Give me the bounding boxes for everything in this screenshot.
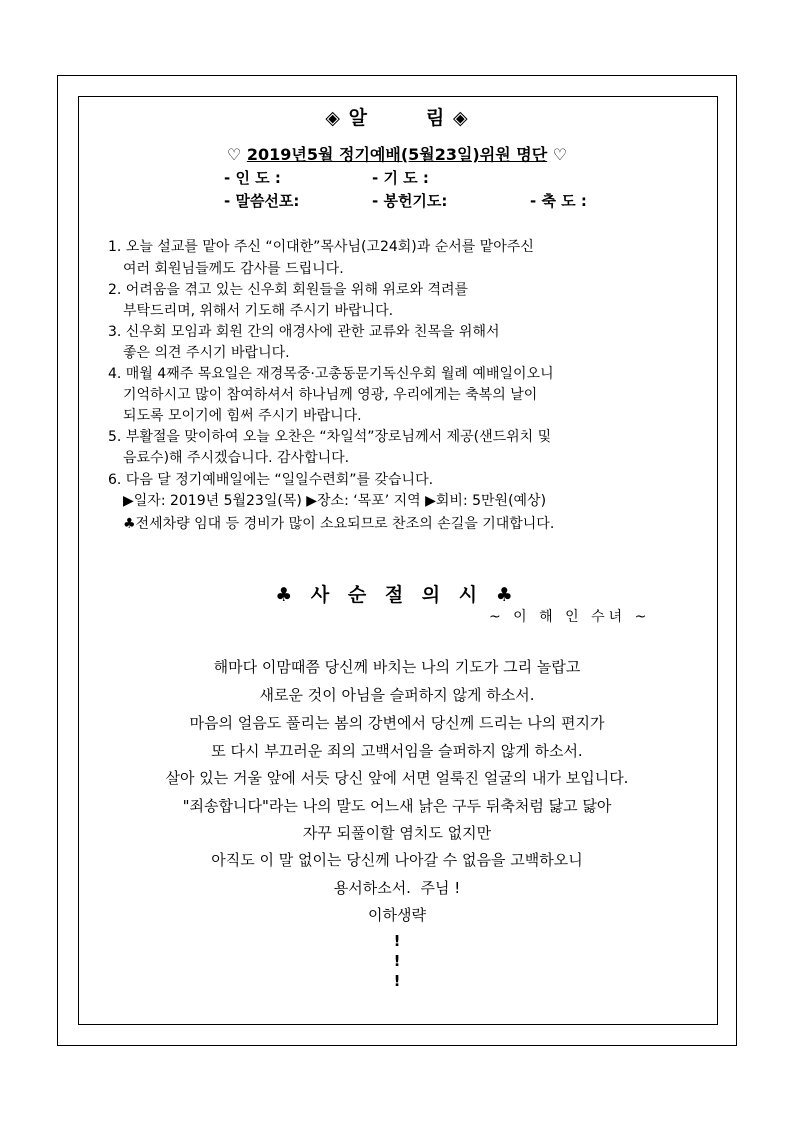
poem-line: 용서하소서. 주님 ! [333,879,461,897]
announcement-item-6-details: ▶일자: 2019년 5월23일(목) ▶장소: ‘목포’ 지역 ▶회비: 5만원(예상) [123,493,547,509]
announcement-item-4: 4. 매월 4째주 목요일은 재경목중·고총동문기독신우회 월례 예배일이오니 [108,366,554,382]
poem-line: 자꾸 되풀이할 염치도 없지만 [302,824,492,842]
role-sermon: - 말씀선포: [224,192,300,210]
poem-line-omitted: 이하생략 [368,906,426,924]
poem-line: 새로운 것이 아님을 슬퍼하지 않게 하소서. [259,686,535,704]
announcement-item-1-cont: 여러 회원님들께도 감사를 드립니다. [123,261,344,277]
heart-icon: ♡ [552,145,568,164]
poem-ellipsis-mark: ! [393,972,401,990]
announcement-item-4-cont2: 되도록 모이기에 힘써 주시기 바랍니다. [123,408,362,424]
roster-subtitle [0,142,794,165]
announcement-item-2: 2. 어려움을 겪고 있는 신우회 회원들을 위해 위로와 격려를 [108,282,469,298]
poem-author: ~ 이 해 인 수녀 ~ [489,609,651,625]
roster-subtitle-text: 2019년5월 정기예배(5월23일)위원 명단 [246,145,548,164]
announcement-item-3-cont: 좋은 의견 주시기 바랍니다. [123,345,290,361]
heart-icon: ♡ [226,145,242,164]
notice-title [0,103,794,130]
announcement-item-2-cont: 부탁드리며, 위해서 기도해 주시기 바랍니다. [123,303,394,319]
announcement-item-4-cont: 기억하시고 많이 참여하셔서 하나님께 영광, 우리에게는 축복의 날이 [123,387,538,403]
poem-ellipsis-mark: ! [393,952,401,970]
notice-title-left: ◈ 알 [325,107,368,129]
role-benediction: - 축 도 : [530,192,587,210]
poem-line: 해마다 이맘때쯤 당신께 바치는 나의 기도가 그리 놀랍고 [213,658,581,676]
announcement-item-5: 5. 부활절을 맞이하여 오늘 오찬은 “차일석”장로님께서 제공(샌드위치 및 [108,429,552,445]
announcement-item-5-cont: 음료수)해 주시겠습니다. 감사합니다. [123,450,350,466]
poem-line: 아직도 이 말 없이는 당신께 나아갈 수 없음을 고백하오니 [211,851,583,869]
announcement-item-6: 6. 다음 달 정기예배일에는 “일일수련회”를 갖습니다. [108,472,434,488]
role-prayer: - 기 도 : [372,169,429,187]
poem-line: 또 다시 부끄러운 죄의 고백서임을 슬퍼하지 않게 하소서. [211,742,583,760]
announcement-item-3: 3. 신우회 모임과 회원 간의 애경사에 관한 교류와 친목을 위해서 [108,324,500,340]
poem-line: "죄송합니다"라는 나의 말도 어느새 낡은 구두 뒤축처럼 닳고 닳아 [182,797,612,815]
role-offering-prayer: - 봉헌기도: [372,192,448,210]
poem-title: ♣ 사 순 절 의 시 ♣ [275,584,519,606]
poem-ellipsis-mark: ! [393,932,401,950]
announcement-item-1: 1. 오늘 설교를 맡아 주신 “이대한”목사님(고24회)과 순서를 맡아주신 [108,239,534,255]
announcement-item-6-note: ♣전세차량 임대 등 경비가 많이 소요되므로 찬조의 손길을 기대합니다. [123,516,555,532]
role-presider: - 인 도 : [224,169,281,187]
poem-line: 마음의 얼음도 풀리는 봄의 강변에서 당신께 드리는 나의 편지가 [189,714,605,732]
notice-title-right: 림 ◈ [426,107,469,129]
poem-line: 살아 있는 거울 앞에 서듯 당신 앞에 서면 얼룩진 얼굴의 내가 보입니다. [165,769,629,787]
